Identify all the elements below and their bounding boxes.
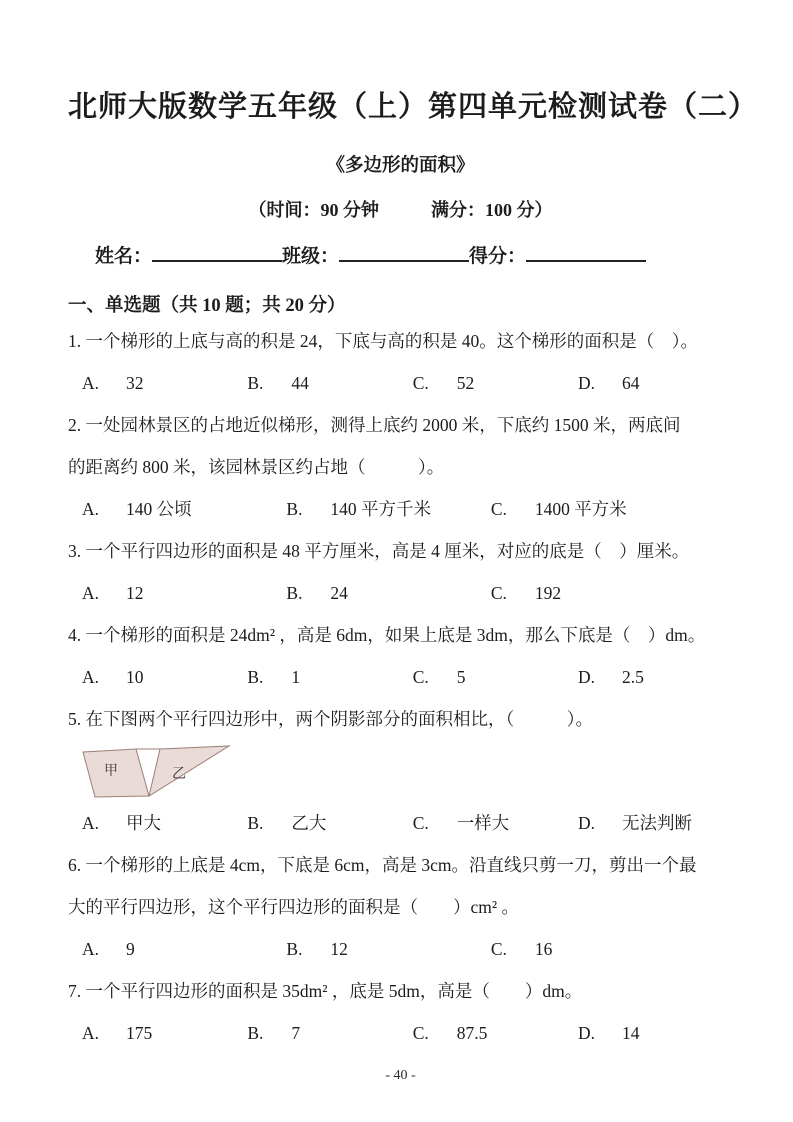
- option-1-b: B. 44: [247, 373, 309, 393]
- parallelogram-yi-shape: [149, 746, 229, 796]
- score-label: 得分：: [469, 246, 527, 267]
- option-5-c: C. 一样大: [412, 813, 510, 833]
- question-1: [68, 320, 733, 404]
- question-7-options: [68, 1012, 733, 1054]
- question-2-options: [68, 488, 733, 530]
- question-2-text-line2: 的距离约 800 米，该园林景区约占地（ ）。: [68, 457, 445, 477]
- question-5-options: [68, 802, 733, 844]
- question-6: [68, 844, 733, 970]
- option-1-c: C. 52: [412, 373, 475, 393]
- score-info: 满分：100 分）: [431, 200, 553, 220]
- student-info-row: [68, 241, 733, 268]
- page-number: - 40 -: [385, 1068, 416, 1083]
- option-6-b: B. 12: [286, 939, 348, 959]
- question-1-text: 1. 一个梯形的上底与高的积是 24，下底与高的积是 40。这个梯形的面积是（ ）。: [68, 331, 698, 351]
- question-7-text: 7. 一个平行四边形的面积是 35dm² ，底是 5dm，高是（ ）dm。: [68, 981, 583, 1001]
- exam-meta: [68, 196, 733, 222]
- parallelograms-figure-svg: [80, 742, 232, 800]
- class-blank: [339, 247, 469, 262]
- question-2: [68, 404, 733, 530]
- option-5-d: D. 无法判断: [578, 813, 693, 833]
- option-7-a: A. 175: [82, 1023, 153, 1043]
- option-5-b: B. 乙大: [247, 813, 327, 833]
- question-3-text: 3. 一个平行四边形的面积是 48 平方厘米，高是 4 厘米，对应的底是（ ）厘米。: [68, 541, 690, 561]
- option-1-a: A. 32: [82, 373, 144, 393]
- option-4-b: B. 1: [247, 667, 301, 687]
- paper-subtitle: 《多边形的面积》: [326, 156, 475, 176]
- question-3: [68, 530, 733, 614]
- option-2-a: A. 140 公顷: [82, 499, 192, 519]
- section-heading: 一、单选题（共 10 题；共 20 分）: [68, 296, 346, 316]
- question-6-text-line2: 大的平行四边形，这个平行四边形的面积是（ ）cm² 。: [68, 897, 519, 917]
- page-title: 北师大版数学五年级（上）第四单元检测试卷（二）: [68, 91, 759, 123]
- option-4-d: D. 2.5: [578, 667, 644, 687]
- option-2-b: B. 140 平方千米: [286, 499, 432, 519]
- option-7-b: B. 7: [247, 1023, 301, 1043]
- question-4: [68, 614, 733, 698]
- option-6-c: C. 16: [490, 939, 553, 959]
- option-4-c: C. 5: [412, 667, 466, 687]
- option-4-a: A. 10: [82, 667, 144, 687]
- class-label: 班级：: [282, 246, 340, 267]
- option-3-c: C. 192: [490, 583, 562, 603]
- option-2-c: C. 1400 平方米: [490, 499, 627, 519]
- question-5-text: 5. 在下图两个平行四边形中，两个阴影部分的面积相比，（ ）。: [68, 709, 593, 729]
- figure-label-jia: 甲: [104, 764, 118, 779]
- question-5: [68, 698, 733, 844]
- option-3-a: A. 12: [82, 583, 144, 603]
- question-1-options: [68, 362, 733, 404]
- question-7: [68, 970, 733, 1054]
- option-7-c: C. 87.5: [412, 1023, 488, 1043]
- question-3-options: [68, 572, 733, 614]
- question-4-options: [68, 656, 733, 698]
- option-6-a: A. 9: [82, 939, 135, 959]
- score-blank: [526, 247, 646, 262]
- question-6-text-line1: 6. 一个梯形的上底是 4cm，下底是 6cm，高是 3cm。沿直线只剪一刀，剪出一个最: [68, 855, 697, 875]
- time-info: （时间：90 分钟: [248, 200, 379, 220]
- question-4-text: 4. 一个梯形的面积是 24dm² ，高是 6dm，如果上底是 3dm，那么下底是（ ）dm。: [68, 625, 706, 645]
- question-6-options: [68, 928, 733, 970]
- option-7-d: D. 14: [578, 1023, 640, 1043]
- name-label: 姓名：: [95, 246, 153, 267]
- parallelograms-figure: [80, 742, 733, 800]
- option-5-a: A. 甲大: [82, 813, 161, 833]
- option-1-d: D. 64: [578, 373, 640, 393]
- option-3-b: B. 24: [286, 583, 348, 603]
- questions-list: [68, 320, 733, 1054]
- name-blank: [152, 247, 282, 262]
- question-2-text-line1: 2. 一处园林景区的占地近似梯形，测得上底约 2000 米，下底约 1500 米，两底间: [68, 415, 681, 435]
- figure-label-yi: 乙: [172, 767, 186, 782]
